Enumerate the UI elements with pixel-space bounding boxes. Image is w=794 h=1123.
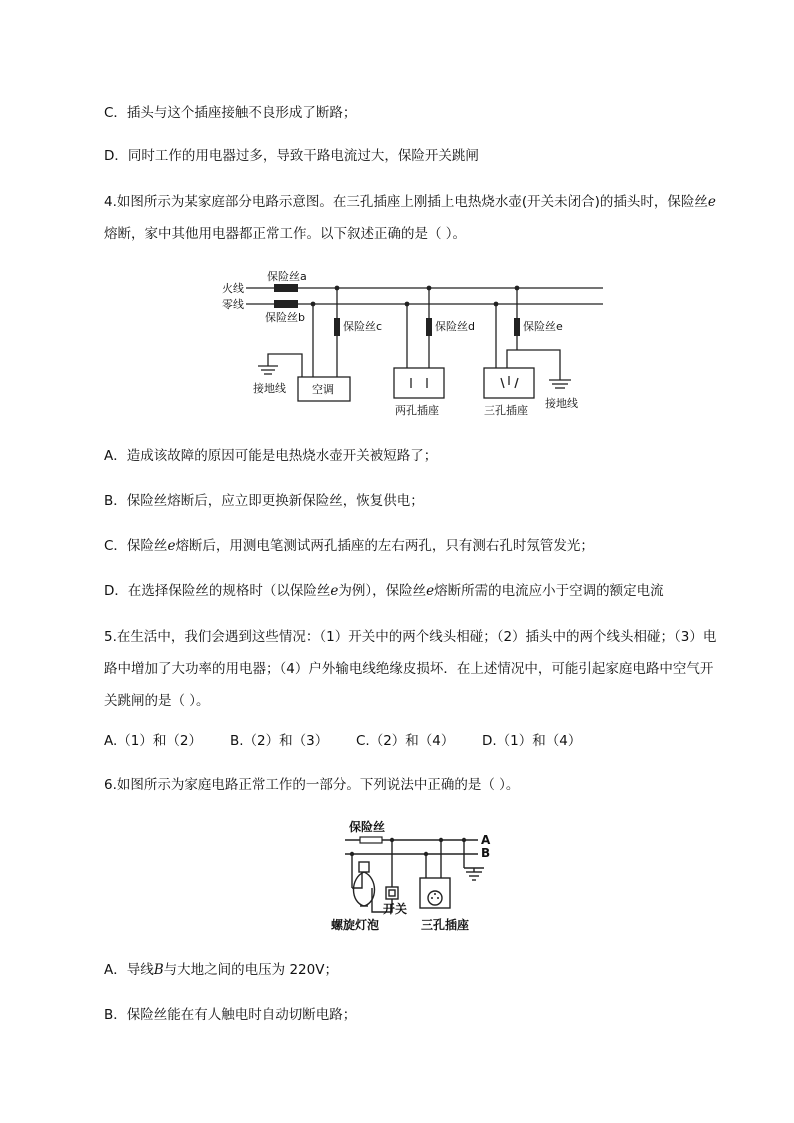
label-three-hole-socket: 三孔插座	[421, 918, 470, 932]
option-c-previous: C．插头与这个插座接触不良形成了断路；	[104, 105, 357, 121]
label-live-wire: 火线	[222, 282, 244, 295]
label-fuse-e: 保险丝e	[523, 320, 563, 333]
q5-option-c: C.（2）和（4）	[356, 733, 455, 749]
label-ground-left: 接地线	[253, 382, 286, 395]
q6-option-a: A．导线B与大地之间的电压为 220V；	[104, 962, 338, 978]
label-two-hole-socket: 两孔插座	[395, 404, 439, 417]
q4-option-b: B．保险丝熔断后，应立即更换新保险丝，恢复供电；	[104, 493, 424, 509]
label-fuse-d: 保险丝d	[435, 320, 475, 333]
q5-option-a: A.（1）和（2）	[104, 733, 202, 749]
label-fuse-a: 保险丝a	[267, 270, 307, 283]
q6-option-b: B．保险丝能在有人触电时自动切断电路；	[104, 1007, 357, 1023]
label-fuse-b: 保险丝b	[265, 311, 305, 324]
q4-option-a: A．造成该故障的原因可能是电热烧水壶开关被短路了；	[104, 448, 438, 464]
q4-option-d: D．在选择保险丝的规格时（以保险丝e为例），保险丝e熔断所需的电流应小于空调的额定电流	[104, 583, 664, 599]
label-fuse-c: 保险丝c	[343, 320, 383, 333]
label-three-hole-socket: 三孔插座	[484, 404, 528, 417]
label-bulb: 螺旋灯泡	[331, 918, 380, 932]
question-6-stem: 6.如图所示为家庭电路正常工作的一部分。下列说法中正确的是（ ）。	[104, 777, 520, 793]
question-5-stem: 5.在生活中，我们会遇到这些情况：（1）开关中的两个线头相碰；（2）插头中的两个线头相碰；（3）电路中增加了大功率的用电器；（4）户外输电线绝缘皮损坏．在上述情况中，可能引起家庭电路中空气开关跳闸的是（ ）。	[104, 629, 717, 709]
label-fuse: 保险丝	[349, 820, 386, 834]
label-aircon: 空调	[312, 383, 334, 396]
label-line-a: A	[481, 833, 491, 847]
q5-option-b: B.（2）和（3）	[230, 733, 329, 749]
q4-option-c: C．保险丝e熔断后，用测电笔测试两孔插座的左右两孔，只有测右孔时氖管发光；	[104, 538, 594, 554]
label-neutral-wire: 零线	[222, 298, 244, 311]
label-line-b: B	[481, 846, 491, 860]
question-4-stem: 4.如图所示为某家庭部分电路示意图。在三孔插座上刚插上电热烧水壶(开关未闭合)的插头时，保险丝e熔断，家中其他用电器都正常工作。以下叙述正确的是（ ）。	[104, 194, 716, 242]
q5-option-d: D.（1）和（4）	[482, 733, 582, 749]
label-ground-right: 接地线	[545, 397, 578, 410]
label-switch: 开关	[383, 902, 408, 916]
option-d-previous: D．同时工作的用电器过多，导致干路电流过大，保险开关跳闸	[104, 148, 479, 164]
